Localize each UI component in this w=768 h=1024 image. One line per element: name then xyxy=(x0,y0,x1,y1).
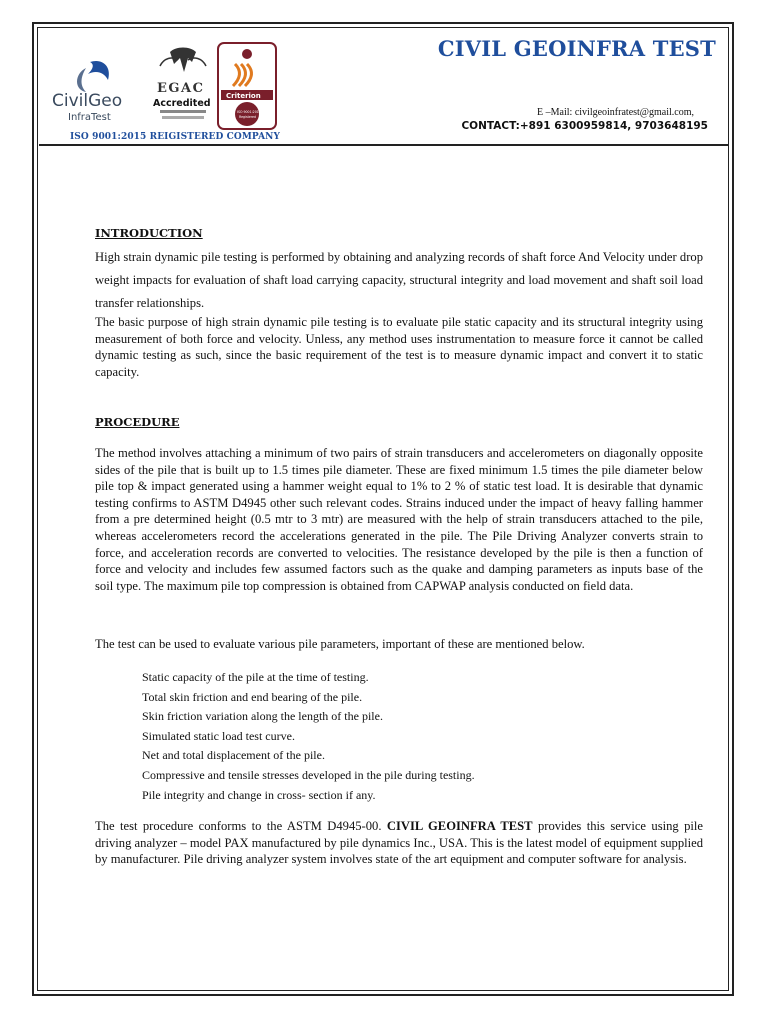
list-item: Compressive and tensile stresses developed in the pile during testing. xyxy=(142,767,475,782)
contact-phone: CONTACT:+891 6300959814, 9703648195 xyxy=(461,120,708,132)
contact-email: E –Mail: civilgeoinfratest@gmail.com, xyxy=(537,107,694,118)
header-divider xyxy=(39,144,728,146)
criterion-iso-text: ISO 9001:2015 xyxy=(237,110,261,114)
criterion-logo xyxy=(217,42,277,130)
introduction-heading: INTRODUCTION xyxy=(95,226,203,240)
procedure-heading: PROCEDURE xyxy=(95,415,180,429)
company-title: CIVIL GEOINFRA TEST xyxy=(437,36,716,61)
egac-logo-text: EGAC xyxy=(157,81,205,96)
procedure-paragraph-3 xyxy=(95,818,703,868)
procedure-paragraph-3-end: provides this service using pile driving analyzer – model PAX manufactured by pile dynamics Inc., USA. This is the latest model of equipment supplied by manufacturer. Pile driving analyzer system involves state of the art equipment and computer software for analysis. xyxy=(95,819,703,867)
introduction-paragraph-1: High strain dynamic pile testing is performed by obtaining and analyzing records of shaft force And Velocity under drop weight impacts for evaluation of shaft load carrying capacity, structural integrity and load movement and shaft soil load transfer relationships. xyxy=(95,250,703,310)
list-item: Pile integrity and change in cross- section if any. xyxy=(142,787,376,802)
civilgeo-logo xyxy=(50,58,154,126)
procedure-paragraph-3-start: The test procedure conforms to the ASTM D4945-00. xyxy=(95,819,387,833)
list-item: Static capacity of the pile at the time of testing. xyxy=(142,670,369,684)
civilgeo-logo-subtext: InfraTest xyxy=(68,112,111,123)
criterion-registered-text: Registered xyxy=(239,115,257,119)
egac-accredited-text: Accredited xyxy=(153,98,211,109)
introduction-paragraph-2: The basic purpose of high strain dynamic pile testing is to evaluate pile static capacity and its structural integrity using measurement of both force and velocity. Unless, any method uses instrumentation to measure force it cannot be called dynamic testing as such, since the basic requirement of the test is to measure dynamic impact and convert it to static capacity. xyxy=(95,315,703,379)
list-item: Skin friction variation along the length of the pile. xyxy=(142,709,383,724)
egac-logo xyxy=(152,44,214,130)
procedure-paragraph-1: The method involves attaching a minimum of two pairs of strain transducers and accelerometers on diagonally opposite sides of the pile that is built up to 1.5 times pile diameter. These are fixed minimum 1.5 times the pile diameter below pile top & impact generated using a hammer weight equal to 1% to 2 % of static test load. It is desirable that dynamic testing confirms to ASTM D4945 other such relevant codes. Strains induced under the impact of heavy falling hammer from a pre determined height (0.5 mtr to 3 mtr) are measured with the help of strain transducers attached to the pile, whereas accelerometers record the accelerations generated in the pile. The Pile Driving Analyzer converts strain to force, and acceleration records are converted to velocities. The resistance developed by the pile is then a function of force and velocity and includes few assumed factors such as the quake and damping parameters as inputs base of the soil type. The maximum pile top compression is obtained from CAPWAP analysis conducted on field data. xyxy=(95,446,703,593)
list-item: Net and total displacement of the pile. xyxy=(142,748,325,763)
list-item: Simulated static load test curve. xyxy=(142,728,295,743)
procedure-paragraph-2: The test can be used to evaluate various pile parameters, important of these are mentioned below. xyxy=(95,637,585,651)
civilgeo-logo-text: CivilGeo xyxy=(52,91,123,111)
company-name-inline: CIVIL GEOINFRA TEST xyxy=(386,819,533,833)
criterion-logo-text: Criterion xyxy=(226,92,261,100)
iso-registration-text: ISO 9001:2015 REIGISTERED COMPANY xyxy=(70,132,281,142)
pile-parameters-list xyxy=(142,668,702,805)
list-item: Total skin friction and end bearing of the pile. xyxy=(142,689,363,704)
